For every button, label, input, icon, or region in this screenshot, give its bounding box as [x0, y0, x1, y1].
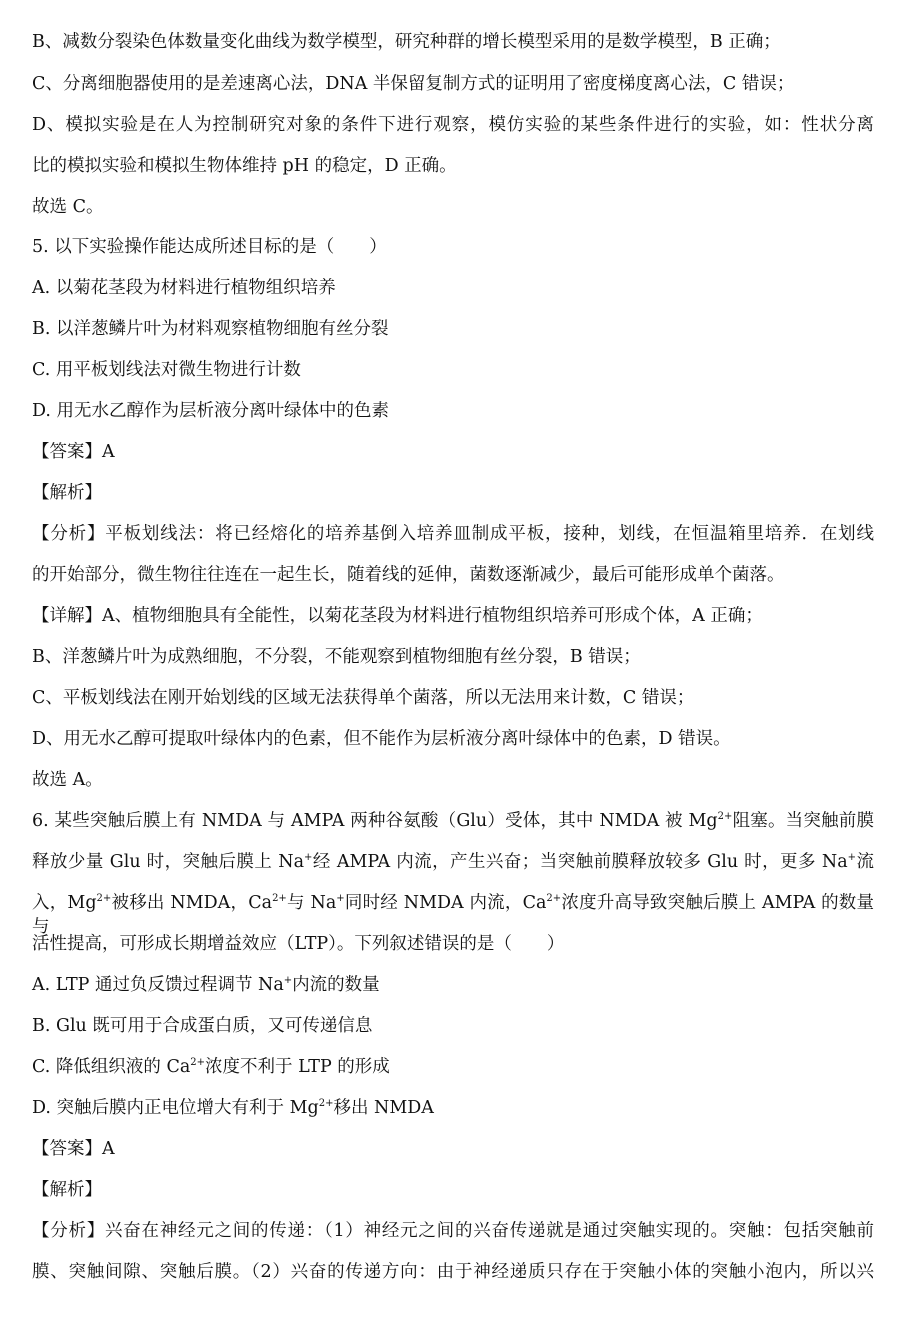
option-c: C. 降低组织液的 $Ca^{2+}$浓度不利于 LTP 的形成	[32, 1057, 390, 1077]
question-6-stem-line-1: 6. 某些突触后膜上有 NMDA 与 AMPA 两种谷氨酸（Glu）受体，其中 NMDA 被 $Mg^{2+}$阻塞。当突触前膜	[32, 811, 874, 831]
option-d: D. 用无水乙醇作为层析液分离叶绿体中的色素	[32, 401, 390, 421]
text-line: 【分析】兴奋在神经元之间的传递：（1）神经元之间的兴奋传递就是通过突触实现的。突触：包括突触前	[32, 1221, 874, 1241]
text-line: C、分离细胞器使用的是差速离心法，DNA 半保留复制方式的证明用了密度梯度离心法，C 错误；	[32, 74, 795, 94]
question-5-stem: 5. 以下实验操作能达成所述目标的是（ ）	[32, 237, 387, 257]
text-line: 比的模拟实验和模拟生物体维持 pH 的稳定，D 正确。	[32, 156, 457, 176]
answer-label: 【答案】A	[32, 442, 115, 462]
text-line: 故选 C。	[32, 197, 104, 217]
analysis-label: 【解析】	[32, 483, 102, 503]
text-line: 【详解】A、植物细胞具有全能性，以菊花茎段为材料进行植物组织培养可形成个体，A 正确；	[32, 606, 763, 626]
text-line: 的开始部分，微生物往往连在一起生长，随着线的延伸，菌数逐渐减少，最后可能形成单个菌落。	[32, 565, 785, 585]
question-6-stem-line-4: 活性提高，可形成长期增益效应（LTP）。下列叙述错误的是（ ）	[32, 934, 565, 954]
text-line: B、洋葱鳞片叶为成熟细胞，不分裂，不能观察到植物细胞有丝分裂，B 错误；	[32, 647, 641, 667]
option-a: A. 以菊花茎段为材料进行植物组织培养	[32, 278, 336, 298]
text-line: D、模拟实验是在人为控制研究对象的条件下进行观察，模仿实验的某些条件进行的实验，如：性状分离	[32, 115, 874, 135]
question-6-stem-line-3: 入，$Mg^{2+}$被移出 NMDA，$Ca^{2+}$与 Na+同时经 NMDA 内流，$Ca^{2+}$浓度升高导致突触后膜上 AMPA 的数量与	[32, 893, 875, 937]
text-line: B、减数分裂染色体数量变化曲线为数学模型，研究种群的增长模型采用的是数学模型，B 正确；	[32, 32, 781, 52]
analysis-label: 【解析】	[32, 1180, 102, 1200]
option-b: B. Glu 既可用于合成蛋白质，又可传递信息	[32, 1016, 373, 1036]
text-line: 【分析】平板划线法：将已经熔化的培养基倒入培养皿制成平板，接种，划线，在恒温箱里培养．在划线	[32, 524, 874, 544]
text-line: D、用无水乙醇可提取叶绿体内的色素，但不能作为层析液分离叶绿体中的色素，D 错误。	[32, 729, 731, 749]
text-line: 故选 A。	[32, 770, 103, 790]
text-line: 膜、突触间隙、突触后膜。（2）兴奋的传递方向：由于神经递质只存在于突触小体的突触小泡内，所以兴	[32, 1262, 874, 1282]
text-line: C、平板划线法在刚开始划线的区域无法获得单个菌落，所以无法用来计数，C 错误；	[32, 688, 695, 708]
option-d: D. 突触后膜内正电位增大有利于 $Mg^{2+}$移出 NMDA	[32, 1098, 434, 1118]
option-b: B. 以洋葱鳞片叶为材料观察植物细胞有丝分裂	[32, 319, 389, 339]
option-a: A. LTP 通过负反馈过程调节 Na+内流的数量	[32, 975, 380, 995]
question-6-stem-line-2: 释放少量 Glu 时，突触后膜上 Na+经 AMPA 内流，产生兴奋；当突触前膜释放较多 Glu 时，更多 Na+流	[32, 852, 875, 872]
answer-label: 【答案】A	[32, 1139, 115, 1159]
option-c: C. 用平板划线法对微生物进行计数	[32, 360, 301, 380]
